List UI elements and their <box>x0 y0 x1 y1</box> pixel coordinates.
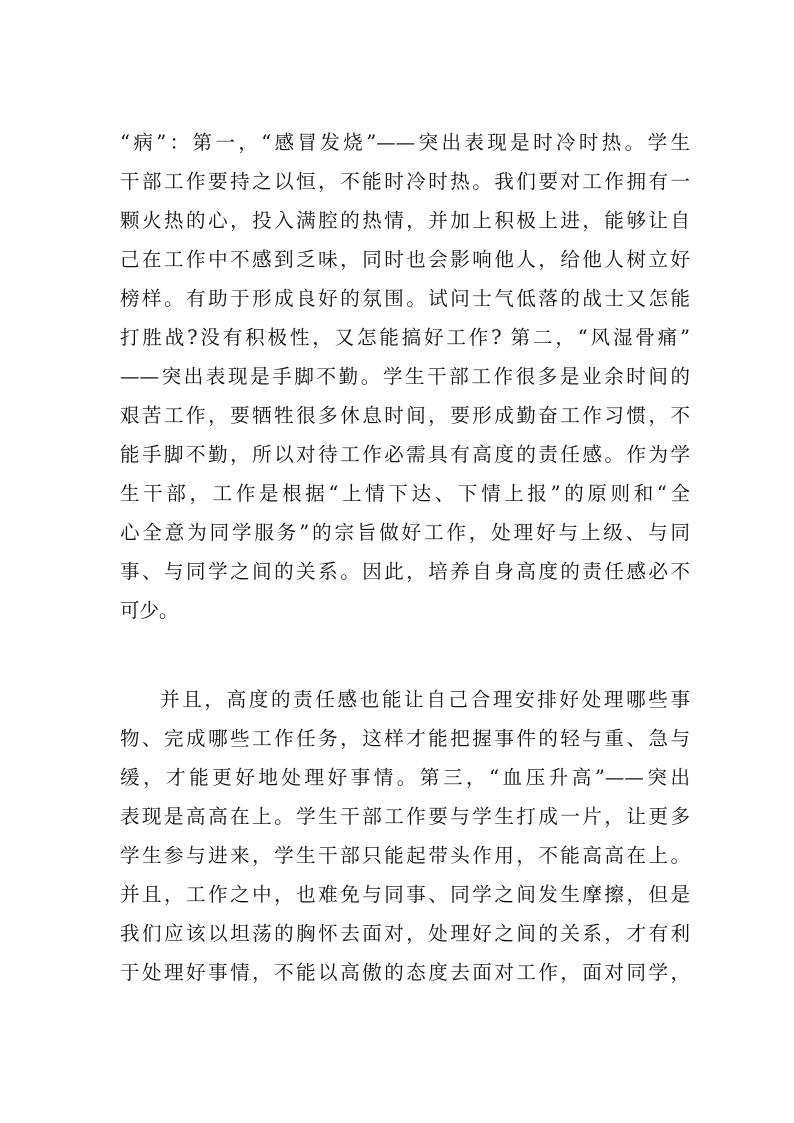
paragraph-1-line-7: ——突出表现是手脚不勤。学生干部工作很多是业余时间的 <box>120 365 690 388</box>
paragraph-2-line-6: 并且，工作之中，也难免与同事、同学之间发生摩擦，但是 <box>120 883 690 906</box>
paragraph-1-line-8: 艰苦工作，要牺牲很多休息时间，要形成勤奋工作习惯，不 <box>120 404 690 427</box>
paragraph-2-line-5: 学生参与进来，学生干部只能起带头作用，不能高高在上。 <box>120 844 690 867</box>
paragraph-2-line-2: 物、完成哪些工作任务，这样才能把握事件的轻与重、急与 <box>120 727 690 750</box>
paragraph-2-line-8: 于处理好事情，不能以高傲的态度去面对工作，面对同学， <box>120 961 690 984</box>
paragraph-1-line-4: 己在工作中不感到乏味，同时也会影响他人，给他人树立好 <box>120 248 690 271</box>
paragraph-2-line-4: 表现是高高在上。学生干部工作要与学生打成一片，让更多 <box>120 805 690 828</box>
paragraph-2-line-3: 缓，才能更好地处理好事情。第三，“血压升高”——突出 <box>120 766 690 789</box>
paragraph-1-line-13: 可少。 <box>120 599 179 622</box>
paragraph-1-line-10: 生干部，工作是根据“上情下达、下情上报”的原则和“全 <box>120 482 690 505</box>
paragraph-1-line-2: 干部工作要持之以恒，不能时冷时热。我们要对工作拥有一 <box>120 170 690 193</box>
paragraph-1-line-6: 打胜战?没有积极性，又怎能搞好工作? 第二，“风湿骨痛” <box>120 326 690 349</box>
paragraph-1-line-11: 心全意为同学服务”的宗旨做好工作，处理好与上级、与同 <box>120 521 690 544</box>
paragraph-1-line-9: 能手脚不勤，所以对待工作必需具有高度的责任感。作为学 <box>120 443 690 466</box>
paragraph-1-line-5: 榜样。有助于形成良好的氛围。试问士气低落的战士又怎能 <box>120 287 690 310</box>
paragraph-2-line-1: 并且，高度的责任感也能让自己合理安排好处理哪些事 <box>160 688 690 711</box>
paragraph-1-line-1: “病”：第一，“感冒发烧”——突出表现是时冷时热。学生 <box>120 131 690 154</box>
paragraph-2-line-7: 我们应该以坦荡的胸怀去面对，处理好之间的关系，才有利 <box>120 922 690 945</box>
paragraph-1-line-12: 事、与同学之间的关系。因此，培养自身高度的责任感必不 <box>120 560 690 583</box>
paragraph-1-line-3: 颗火热的心，投入满腔的热情，并加上积极上进，能够让自 <box>120 209 690 232</box>
